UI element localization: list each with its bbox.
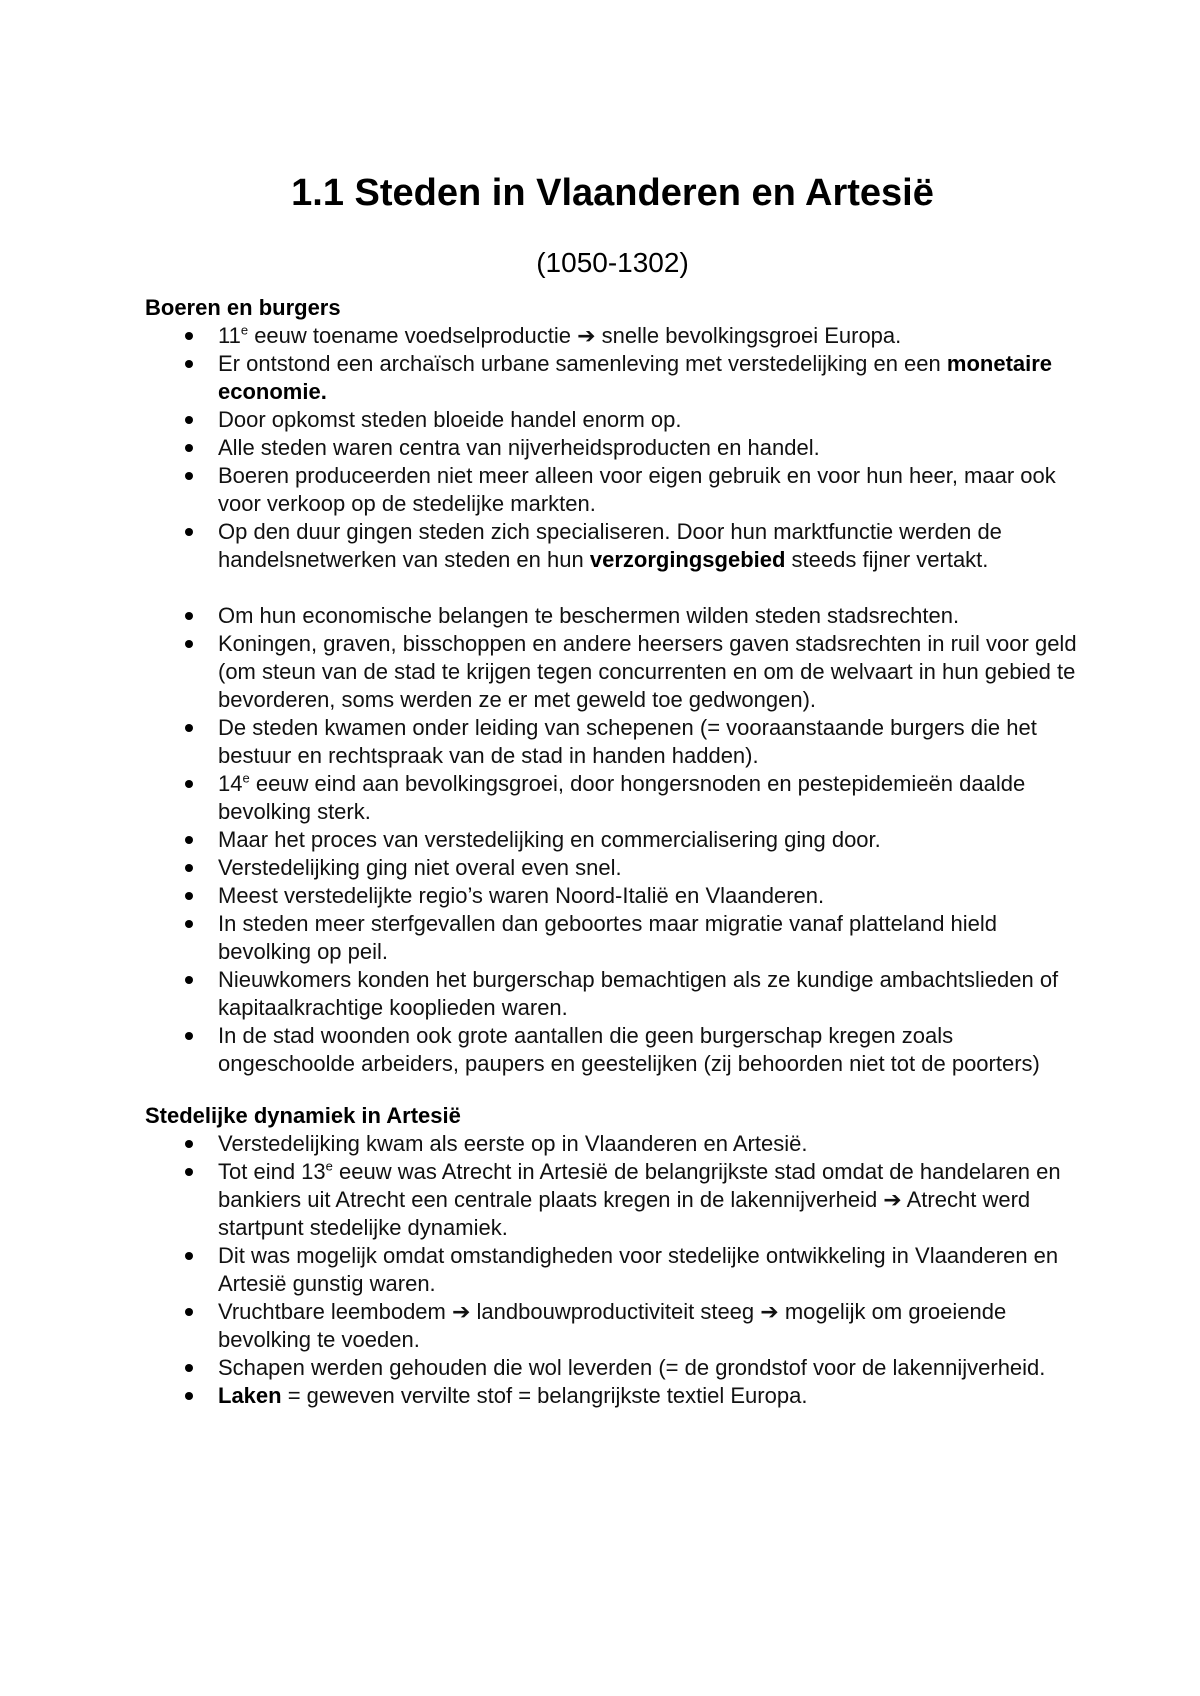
- text-segment: Nieuwkomers konden het burgerschap bemachtigen als ze kundige ambachtslieden of kapitaalkrachtige kooplieden waren.: [218, 967, 1059, 1020]
- text-segment: mogelijk om groeiende bevolking te voeden.: [218, 1299, 1007, 1352]
- section-heading: Stedelijke dynamiek in Artesië: [145, 1103, 461, 1128]
- list-item: [145, 406, 1080, 434]
- bullet-list: [145, 322, 1080, 574]
- list-item: [145, 518, 1080, 574]
- text-segment: Verstedelijking kwam als eerste op in Vlaanderen en Artesië.: [218, 1131, 808, 1156]
- text-segment: Tot eind 13: [218, 1159, 326, 1184]
- superscript: e: [240, 322, 249, 338]
- text-segment: 11: [218, 323, 241, 348]
- text-segment: Vruchtbare leembodem: [218, 1299, 452, 1324]
- bold-text: Laken: [218, 1383, 282, 1408]
- list-item: [145, 1382, 1080, 1410]
- text-segment: Door opkomst steden bloeide handel enorm op.: [218, 407, 682, 432]
- text-segment: = geweven vervilte stof = belangrijkste textiel Europa.: [281, 1383, 808, 1408]
- arrow-right-icon: ➔: [760, 1299, 779, 1324]
- text-segment: Maar het proces van verstedelijking en commercialisering ging door.: [218, 827, 881, 852]
- text-segment: eeuw toename voedselproductie: [248, 323, 578, 348]
- page-title: 1.1 Steden in Vlaanderen en Artesië: [291, 172, 934, 214]
- text-segment: landbouwproductiviteit steeg: [470, 1299, 761, 1324]
- text-segment: Koningen, graven, bisschoppen en andere heersers gaven stadsrechten in ruil voor geld (om steun van de stad te krijgen tegen concurrenten en om de welvaart in hun gebied te bevorderen, soms werden ze er met geweld toe gedwongen).: [218, 631, 1077, 712]
- superscript: e: [325, 1158, 333, 1174]
- arrow-right-icon: ➔: [451, 1299, 471, 1324]
- list-item: [145, 910, 1080, 966]
- text-segment: Om hun economische belangen te beschermen wilden steden stadsrechten.: [218, 603, 960, 628]
- list-item: [145, 854, 1080, 882]
- list-item: [145, 322, 1080, 350]
- section-heading: Boeren en burgers: [145, 295, 341, 320]
- list-item: [145, 1022, 1080, 1078]
- arrow-right-icon: ➔: [577, 323, 596, 348]
- list-item: [145, 882, 1080, 910]
- list-item: [145, 1354, 1080, 1382]
- page-subtitle: (1050-1302): [536, 247, 689, 278]
- list-item: [145, 350, 1080, 406]
- arrow-right-icon: ➔: [883, 1187, 902, 1212]
- list-item: [145, 602, 1080, 630]
- text-segment: Er ontstond een archaïsch urbane samenleving met verstedelijking en een: [218, 351, 947, 376]
- list-item: [145, 1130, 1080, 1158]
- text-segment: steeds fijner vertakt.: [785, 547, 989, 572]
- list-item: [145, 434, 1080, 462]
- bold-text: verzorgingsgebied: [589, 547, 786, 572]
- text-segment: Dit was mogelijk omdat omstandigheden voor stedelijke ontwikkeling in Vlaanderen en Artesië gunstig waren.: [218, 1243, 1059, 1296]
- text-segment: Boeren produceerden niet meer alleen voor eigen gebruik en voor hun heer, maar ook voor verkoop op de stedelijke markten.: [218, 463, 1056, 516]
- text-segment: Atrecht werd startpunt stedelijke dynamiek.: [218, 1187, 1031, 1240]
- bold-text: monetaire economie.: [218, 351, 1053, 404]
- superscript: e: [242, 770, 250, 786]
- text-segment: snelle bevolkingsgroei Europa.: [595, 323, 902, 348]
- list-item: [145, 630, 1080, 714]
- text-segment: In steden meer sterfgevallen dan geboortes maar migratie vanaf platteland hield bevolking op peil.: [218, 911, 998, 964]
- text-segment: Schapen werden gehouden die wol leverden (= de grondstof voor de lakennijverheid.: [218, 1355, 1046, 1380]
- document-body: [145, 294, 1080, 1410]
- text-segment: eeuw was Atrecht in Artesië de belangrijkste stad omdat de handelaren en bankiers uit Atrecht een centrale plaats kregen in de lakennijverheid: [218, 1159, 1061, 1212]
- text-segment: Alle steden waren centra van nijverheidsproducten en handel.: [218, 435, 820, 460]
- text-segment: Meest verstedelijkte regio’s waren Noord-Italië en Vlaanderen.: [218, 883, 825, 908]
- list-item: [145, 826, 1080, 854]
- list-item: [145, 714, 1080, 770]
- text-segment: Op den duur gingen steden zich specialiseren. Door hun marktfunctie werden de handelsnetwerken van steden en hun: [218, 519, 1002, 572]
- text-segment: De steden kwamen onder leiding van schepenen (= vooraanstaande burgers die het bestuur en rechtspraak van de stad in handen hadden).: [218, 715, 1037, 768]
- text-segment: 14: [218, 771, 243, 796]
- list-item: [145, 1158, 1080, 1242]
- text-segment: Verstedelijking ging niet overal even snel.: [218, 855, 622, 880]
- text-segment: eeuw eind aan bevolkingsgroei, door hongersnoden en pestepidemieën daalde bevolking sterk.: [218, 771, 1026, 824]
- bullet-list: [145, 602, 1080, 1078]
- bullet-list: [145, 1130, 1080, 1410]
- list-item: [145, 1242, 1080, 1298]
- list-spacer: [145, 574, 1080, 602]
- list-item: [145, 966, 1080, 1022]
- list-item: [145, 462, 1080, 518]
- text-segment: In de stad woonden ook grote aantallen die geen burgerschap kregen zoals ongeschoolde arbeiders, paupers en geestelijken (zij behoorden niet tot de poorters): [218, 1023, 1040, 1076]
- list-item: [145, 770, 1080, 826]
- list-item: [145, 1298, 1080, 1354]
